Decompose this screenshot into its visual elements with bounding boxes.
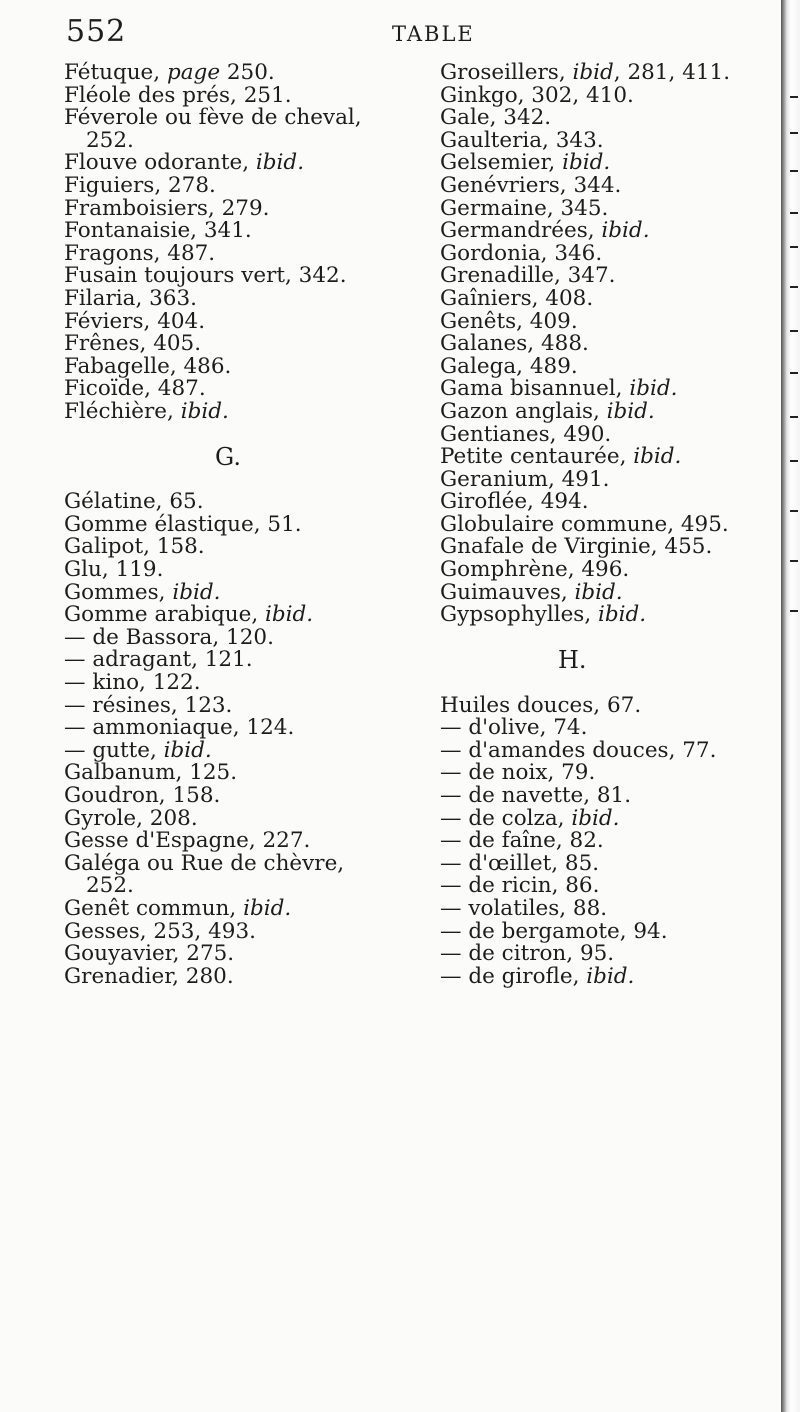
index-entry-text: — d'œillet, 85. <box>440 850 600 876</box>
index-entry <box>440 127 780 153</box>
index-entry <box>440 785 780 808</box>
index-entry <box>64 559 404 582</box>
index-entry-text: — de girofle, <box>440 963 587 989</box>
index-entry <box>64 491 404 514</box>
section-letter: H. <box>558 645 587 674</box>
index-entry <box>64 805 404 831</box>
index-entry-text: Grenadier, 280. <box>64 963 234 989</box>
index-entry-text: Gomphrène, 496. <box>440 557 630 583</box>
index-entry <box>440 805 780 831</box>
index-entry <box>64 285 404 311</box>
index-entry <box>440 195 780 221</box>
index-entry-text: Gordonia, 346. <box>440 240 603 266</box>
index-entry-text: — d'amandes douces, 77. <box>440 737 717 763</box>
index-entry-text: Geranium, 491. <box>440 466 610 492</box>
spine-mark <box>790 460 798 462</box>
index-entry-text: Gale, 342. <box>440 105 552 131</box>
index-entry-text: — de noix, 79. <box>440 760 596 786</box>
index-entry-text: Flouve odorante, <box>64 150 256 176</box>
index-entry-reference: ibid. <box>571 805 620 831</box>
index-entry-text: — de citron, 95. <box>440 941 615 967</box>
index-entry-text: Gypsophylles, <box>440 602 598 628</box>
index-entry-text: Gommes, <box>64 579 173 605</box>
index-entry <box>440 353 780 379</box>
index-entry-text: Gelsemier, <box>440 150 563 176</box>
index-entry-text: Galanes, 488. <box>440 331 589 357</box>
index-entry-reference: ibid. <box>163 737 212 763</box>
index-entry <box>64 240 404 266</box>
index-entry-text: — de faîne, 82. <box>440 828 604 854</box>
spine-mark <box>790 510 798 512</box>
page-number: 552 <box>66 14 127 49</box>
index-entry-text: Galbanum, 125. <box>64 760 238 786</box>
index-entry-reference: ibid. <box>633 444 682 470</box>
index-entry <box>64 692 404 718</box>
running-head: TABLE <box>392 22 475 46</box>
index-entry-text: Fragons, 487. <box>64 240 216 266</box>
index-entry-text: Grenadille, 347. <box>440 263 616 289</box>
index-entry-text: Fléchière, <box>64 398 181 424</box>
index-entry-text: Gazon anglais, <box>440 398 607 424</box>
index-entry <box>440 265 780 288</box>
index-entry-text: — de Bassora, 120. <box>64 624 274 650</box>
index-entry-text: — de ricin, 86. <box>440 873 600 899</box>
index-entry-reference: ibid. <box>629 376 678 402</box>
index-entry <box>440 559 780 582</box>
index-entry <box>440 82 780 108</box>
index-entry-text: Figuiers, 278. <box>64 172 216 198</box>
index-entry <box>64 333 404 356</box>
index-entry <box>64 895 404 921</box>
index-entry-text: — gutte, <box>64 737 164 763</box>
index-entry <box>440 875 780 898</box>
index-entry-text: Gama bisannuel, <box>440 376 630 402</box>
index-entry-text: — volatiles, 88. <box>440 895 608 921</box>
index-entry <box>64 672 404 695</box>
index-entry <box>64 398 404 424</box>
section-letter: G. <box>215 442 241 471</box>
index-entry <box>64 265 404 288</box>
index-entry-text: Fontanaisie, 341. <box>64 218 252 244</box>
index-entry <box>440 308 780 334</box>
index-entry <box>440 220 780 243</box>
index-entry-text: Galega, 489. <box>440 353 578 379</box>
spine-mark <box>790 330 798 332</box>
index-entry-text: — de colza, <box>440 805 572 831</box>
index-entry <box>64 378 404 401</box>
index-entry-text: — d'olive, 74. <box>440 715 588 741</box>
index-entry <box>64 353 404 379</box>
index-entry-reference: ibid. <box>606 398 655 424</box>
index-entry <box>64 830 404 853</box>
index-entry-text: Gnafale de Virginie, 455. <box>440 534 713 560</box>
index-entry-text: Gaîniers, 408. <box>440 285 594 311</box>
index-entry-text: Gesse d'Espagne, 227. <box>64 828 311 854</box>
spine-mark <box>790 560 798 562</box>
index-entry <box>64 875 404 898</box>
index-entry-text: — de bergamote, 94. <box>440 918 668 944</box>
index-entry-reference: ibid. <box>601 218 650 244</box>
index-entry <box>64 127 404 153</box>
index-entry <box>64 963 404 989</box>
index-entry <box>64 536 404 559</box>
index-entry-text: Gaulteria, 343. <box>440 127 604 153</box>
index-entry-reference: ibid. <box>243 895 292 921</box>
index-entry <box>440 240 780 266</box>
index-entry-text: Filaria, 363. <box>64 285 197 311</box>
index-entry-reference: ibid. <box>172 579 221 605</box>
index-entry-text: Genêt commun, <box>64 895 244 921</box>
index-entry-text: Féviers, 404. <box>64 308 206 334</box>
index-entry <box>64 579 404 605</box>
index-entry <box>64 220 404 243</box>
index-entry <box>64 943 404 966</box>
index-entry <box>64 785 404 808</box>
index-entry-text: Gouyavier, 275. <box>64 941 235 967</box>
index-entry-text: Fétuque, <box>64 60 167 85</box>
index-entry <box>440 398 780 424</box>
spine-mark <box>790 610 798 612</box>
spine-mark <box>790 96 798 98</box>
index-entry-reference: ibid. <box>562 150 611 176</box>
index-entry-text: 252. <box>86 873 134 899</box>
index-entry <box>440 466 780 492</box>
index-entry-page-number: 250. <box>220 60 275 85</box>
index-entry <box>64 172 404 198</box>
index-entry-text: Gesses, 253, 493. <box>64 918 256 944</box>
index-entry <box>64 918 404 944</box>
index-column-right <box>440 62 780 988</box>
index-entry-text: Gyrole, 208. <box>64 805 198 831</box>
index-entry <box>440 511 780 537</box>
spine-mark <box>790 372 798 374</box>
index-entry <box>440 172 780 198</box>
index-entry-reference: ibid. <box>586 963 635 989</box>
index-entry <box>64 649 404 672</box>
index-entry <box>440 333 780 356</box>
index-entry-text: Glu, 119. <box>64 557 164 583</box>
index-entry-reference: page <box>166 60 221 85</box>
index-entry-text: Giroflée, 494. <box>440 489 589 515</box>
index-entry <box>440 152 780 175</box>
index-entry <box>64 850 404 876</box>
index-entry-reference: ibid. <box>598 602 647 628</box>
index-entry <box>440 943 780 966</box>
index-entry <box>440 62 780 85</box>
index-entry-text: Ficoïde, 487. <box>64 376 206 402</box>
index-entry-reference: ibid. <box>574 579 623 605</box>
index-entry-text: Fusain toujours vert, 342. <box>64 263 347 289</box>
index-entry-page-number: , 281, 411. <box>613 60 731 85</box>
index-entry-text: Huiles douces, 67. <box>440 692 642 718</box>
index-entry-reference: ibid. <box>180 398 229 424</box>
index-entry <box>440 579 780 605</box>
index-entry <box>440 717 780 740</box>
index-entry <box>440 446 780 469</box>
index-entry <box>440 491 780 514</box>
index-entry <box>440 604 780 627</box>
index-entry <box>64 737 404 763</box>
index-entry-reference: ibid <box>572 60 614 85</box>
index-entry-text: — résines, 123. <box>64 692 233 718</box>
index-entry <box>440 895 780 921</box>
index-entry-text: Frênes, 405. <box>64 331 202 357</box>
index-entry <box>64 717 404 740</box>
index-entry-text: — ammoniaque, 124. <box>64 715 295 741</box>
index-entry-text: 252. <box>86 127 134 153</box>
index-entry <box>64 624 404 650</box>
index-entry <box>440 963 780 989</box>
index-entry-text: Ginkgo, 302, 410. <box>440 82 634 108</box>
index-entry-text: Framboisiers, 279. <box>64 195 270 221</box>
index-entry-text: Genévriers, 344. <box>440 172 622 198</box>
spine-mark <box>790 212 798 214</box>
index-entry <box>64 152 404 175</box>
spine-mark <box>790 286 798 288</box>
index-entry-reference: ibid. <box>255 150 305 176</box>
index-entry-text: Guimauves, <box>440 579 575 605</box>
index-entry <box>440 421 780 447</box>
index-entry <box>64 82 404 108</box>
index-entry-text: Groseillers, <box>440 60 573 85</box>
index-entry-text: — adragant, 121. <box>64 647 253 673</box>
index-entry <box>64 762 404 785</box>
spine-mark <box>790 246 798 248</box>
index-entry-text: — de navette, 81. <box>440 783 632 809</box>
index-entry-reference: ibid. <box>265 602 314 628</box>
index-entry-text: Germandrées, <box>440 218 602 244</box>
index-entry <box>64 308 404 334</box>
index-column-left <box>64 62 404 988</box>
index-entry-text: Globulaire commune, 495. <box>440 511 729 537</box>
index-entry <box>440 830 780 853</box>
index-entry <box>440 918 780 944</box>
index-entry <box>64 195 404 221</box>
index-entry <box>440 378 780 401</box>
index-entry <box>440 737 780 763</box>
index-entry <box>440 762 780 785</box>
index-entry <box>440 107 780 130</box>
index-entry-text: Petite centaurée, <box>440 444 634 470</box>
spine-mark <box>790 416 798 418</box>
index-entry <box>64 604 404 627</box>
index-entry-text: Goudron, 158. <box>64 783 221 809</box>
index-entry <box>440 536 780 559</box>
index-entry <box>440 285 780 311</box>
index-entry-text: Féverole ou fève de cheval, <box>64 105 362 131</box>
index-entry-text: Gomme arabique, <box>64 602 266 628</box>
index-entry-text: Fabagelle, 486. <box>64 353 232 379</box>
index-entry-text: Fléole des prés, 251. <box>64 82 292 108</box>
index-entry-text: Germaine, 345. <box>440 195 609 221</box>
index-entry-text: — kino, 122. <box>64 670 201 696</box>
index-entry-text: Genêts, 409. <box>440 308 578 334</box>
spine-mark <box>790 170 798 172</box>
index-entry-text: Gomme élastique, 51. <box>64 511 302 537</box>
index-entry <box>440 692 780 718</box>
index-entry <box>440 850 780 876</box>
index-entry-text: Galipot, 158. <box>64 534 205 560</box>
index-entry-text: Gentianes, 490. <box>440 421 612 447</box>
spine-mark <box>790 132 798 134</box>
index-entry <box>64 107 404 130</box>
index-entry-text: Gélatine, 65. <box>64 489 204 515</box>
index-entry <box>64 511 404 537</box>
index-entry <box>64 62 404 85</box>
index-entry-text: Galéga ou Rue de chèvre, <box>64 850 345 876</box>
